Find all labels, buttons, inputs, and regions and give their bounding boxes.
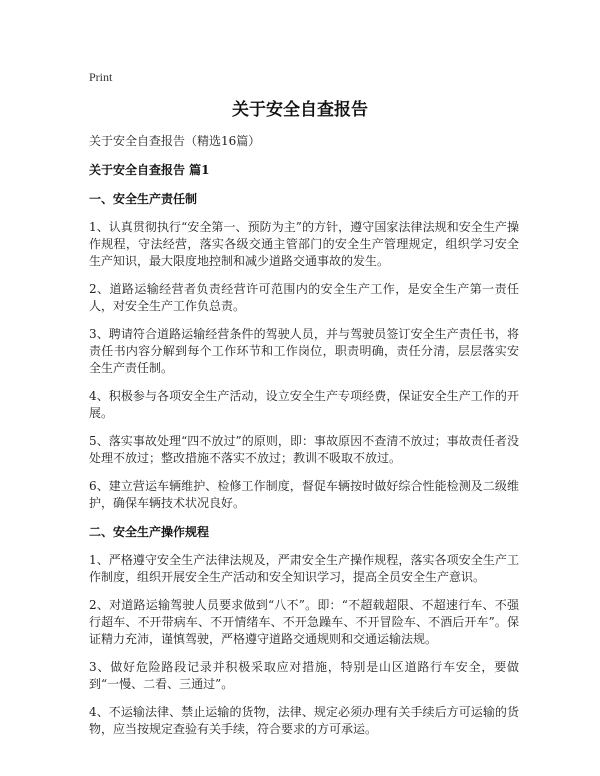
document-title: 关于安全自查报告 [232, 100, 368, 120]
paragraph: 4、不运输法律、禁止运输的货物，法律、规定必须办理有关手续后方可运输的货物，应当按规定查验有关手续，符合要求的方可承运。 [89, 705, 519, 736]
paragraph: 2、道路运输经营者负责经营许可范围内的安全生产工作，是安全生产第一责任人，对安全生产工作负总责。 [89, 282, 519, 313]
paragraph: 4、积极参与各项安全生产活动，设立安全生产专项经费，保证安全生产工作的开展。 [89, 389, 519, 420]
paragraph: 2、对道路运输驾驶人员要求做到“八不”。即：“不超载超限、不超速行车、不强行超车、不开带病车、不开情绪车、不开急躁车、不开冒险车、不酒后开车”。保证精力充沛，谨慎驾驶，严格遵守道路交通规则和交通运输法规。 [89, 598, 519, 646]
document-body [89, 132, 519, 749]
article-heading: 关于安全自查报告 篇1 [89, 163, 210, 177]
paragraph: 1、认真贯彻执行“安全第一、预防为主”的方针，遵守国家法律法规和安全生产操作规程，守法经营，落实各级交通主管部门的安全生产管理规定，组织学习安全生产知识，最大限度地控制和减少道路交通事故的发生。 [89, 220, 519, 268]
paragraph: 5、落实事故处理“四不放过”的原则，即：事故原因不查清不放过；事故责任者没处理不放过；整改措施不落实不放过；教训不吸取不放过。 [89, 434, 519, 465]
print-label[interactable]: Print [89, 70, 113, 84]
paragraph: 3、聘请符合道路运输经营条件的驾驶人员，并与驾驶员签订安全生产责任书，将责任书内容分解到每个工作环节和工作岗位，职责明确，责任分清，层层落实安全生产责任制。 [89, 327, 519, 375]
section-heading-operation-rules: 二、安全生产操作规程 [89, 525, 210, 539]
paragraph: 3、做好危险路段记录并积极采取应对措施，特别是山区道路行车安全，要做到“一慢、二看、三通过”。 [89, 660, 519, 691]
paragraph: 1、严格遵守安全生产法律法规及，严肃安全生产操作规程，落实各项安全生产工作制度，组织开展安全生产活动和安全知识学习，提高全员安全生产意识。 [89, 553, 519, 584]
document-subtitle: 关于安全自查报告（精选16篇） [89, 134, 261, 148]
section-heading-responsibility: 一、安全生产责任制 [89, 192, 198, 206]
paragraph: 6、建立营运车辆维护、检修工作制度，督促车辆按时做好综合性能检测及二级维护，确保车辆技术状况良好。 [89, 479, 519, 510]
